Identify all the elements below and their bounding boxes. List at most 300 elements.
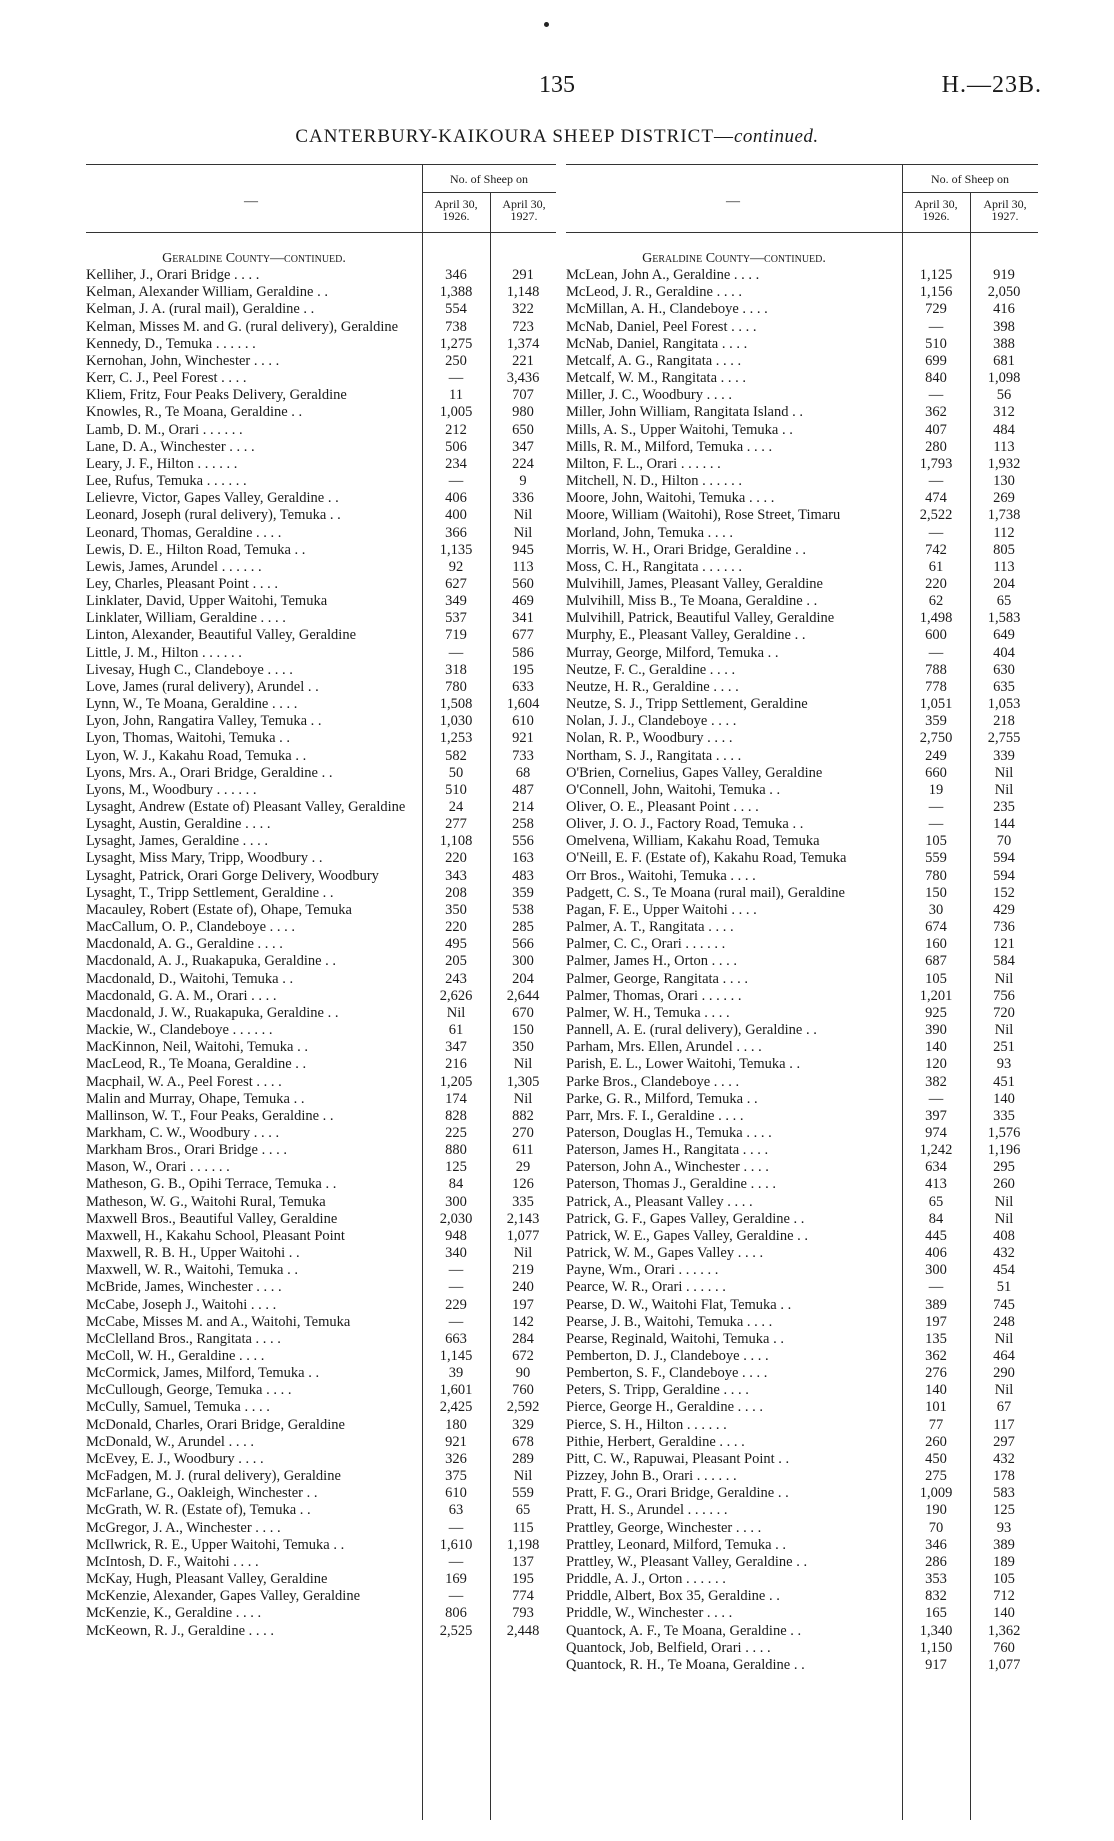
sheep-1927: 285 <box>512 919 534 936</box>
sheep-1926: 554 <box>445 301 467 318</box>
table-row <box>566 1382 1038 1399</box>
table-row <box>566 507 1038 524</box>
owner-name: MacCallum, O. P., Clandeboye . . . . <box>86 919 296 936</box>
table-row <box>86 1245 556 1262</box>
owner-name: Pagan, F. E., Upper Waitohi . . . . <box>566 901 757 918</box>
sheep-1927: 2,592 <box>506 1399 540 1416</box>
owner-name: Mills, A. S., Upper Waitohi, Temuka . . <box>566 421 793 438</box>
sheep-1926: 286 <box>925 1553 947 1570</box>
sheep-1927: Nil <box>513 1468 533 1485</box>
sheep-1926: 390 <box>925 1022 947 1039</box>
sheep-1927: 736 <box>993 919 1015 936</box>
sheep-1927: 707 <box>512 387 534 404</box>
sheep-1926: 917 <box>925 1656 947 1673</box>
sheep-1927: 130 <box>993 473 1015 490</box>
sheep-1926: 506 <box>445 438 467 455</box>
table-row <box>566 1176 1038 1193</box>
sheep-1927: 432 <box>993 1245 1015 1262</box>
table-row <box>566 833 1038 850</box>
right-table <box>566 250 1038 1674</box>
col-b-header: April 30, 1927. <box>502 197 546 223</box>
sheep-1927: 586 <box>512 644 534 661</box>
owner-name: Palmer, C. C., Orari . . . . . . <box>566 936 726 953</box>
table-row <box>566 1297 1038 1314</box>
owner-name: Prattley, W., Pleasant Valley, Geraldine . . <box>566 1553 808 1570</box>
sheep-1926: 353 <box>925 1571 947 1588</box>
owner-name: Leonard, Joseph (rural delivery), Temuka . . <box>86 507 341 524</box>
table-row <box>566 1417 1038 1434</box>
page-subtitle <box>0 126 1114 148</box>
sheep-1926: 220 <box>925 575 947 592</box>
owner-name: McMillan, A. H., Clandeboye . . . . <box>566 301 768 318</box>
owner-name: Lamb, D. M., Orari . . . . . . <box>86 421 243 438</box>
sheep-1926: 510 <box>925 335 947 352</box>
owner-name: Patrick, A., Pleasant Valley . . . . <box>566 1193 753 1210</box>
owner-name: Pithie, Herbert, Geraldine . . . . <box>566 1433 745 1450</box>
sheep-1926: 450 <box>925 1450 947 1467</box>
owner-name: Macdonald, G. A. M., Orari . . . . <box>86 987 277 1004</box>
owner-name: Metcalf, A. G., Rangitata . . . . <box>566 352 742 369</box>
sheep-1927: 189 <box>993 1553 1015 1570</box>
owner-name: Morland, John, Temuka . . . . <box>566 524 734 541</box>
sheep-1927: 454 <box>993 1262 1015 1279</box>
table-row <box>86 593 556 610</box>
owner-name: Pannell, A. E. (rural delivery), Geraldine . . <box>566 1022 817 1039</box>
owner-name: McFarlane, G., Oakleigh, Winchester . . <box>86 1485 318 1502</box>
sheep-1926: — <box>448 644 464 661</box>
sheep-1927: Nil <box>994 1330 1014 1347</box>
sheep-1927: 269 <box>993 490 1015 507</box>
sheep-1927: 556 <box>512 833 534 850</box>
empty-cell <box>422 250 490 267</box>
table-row <box>566 542 1038 559</box>
sheep-1926: 120 <box>925 1056 947 1073</box>
sheep-1927: 284 <box>512 1330 534 1347</box>
owner-name: Mason, W., Orari . . . . . . <box>86 1159 230 1176</box>
owner-name: Linton, Alexander, Beautiful Valley, Geraldine <box>86 627 357 644</box>
sheep-1927: 1,932 <box>987 455 1021 472</box>
sheep-1926: — <box>448 1262 464 1279</box>
group-header: No. of Sheep on <box>931 172 1009 186</box>
sheep-1927: 140 <box>993 1605 1015 1622</box>
table-row <box>566 1211 1038 1228</box>
sheep-1927: 248 <box>993 1313 1015 1330</box>
sheep-1927: 56 <box>996 387 1012 404</box>
owner-name: Macauley, Robert (Estate of), Ohape, Temuka <box>86 901 352 918</box>
sheep-1927: 195 <box>512 1571 534 1588</box>
sheep-1927: Nil <box>994 781 1014 798</box>
owner-name: McDonald, Charles, Orari Bridge, Geraldine <box>86 1416 345 1433</box>
table-row <box>86 1451 556 1468</box>
sheep-1926: 105 <box>925 833 947 850</box>
owner-name: Murray, George, Milford, Temuka . . <box>566 644 779 661</box>
owner-name: Pizzey, John B., Orari . . . . . . <box>566 1468 737 1485</box>
group-rule <box>422 192 556 193</box>
owner-name: Milton, F. L., Orari . . . . . . <box>566 455 721 472</box>
sheep-1927: 980 <box>512 404 534 421</box>
sheep-1927: 2,755 <box>987 730 1021 747</box>
owner-name: Kelman, Alexander William, Geraldine . . <box>86 284 328 301</box>
sheep-1926: 948 <box>445 1227 467 1244</box>
table-row <box>566 1091 1038 1108</box>
sheep-1927: 195 <box>512 661 534 678</box>
sheep-1926: 50 <box>448 764 464 781</box>
sheep-1926: — <box>928 1279 944 1296</box>
owner-name: Maxwell Bros., Beautiful Valley, Geraldine <box>86 1210 338 1227</box>
table-row <box>86 730 556 747</box>
sheep-1926: 806 <box>445 1605 467 1622</box>
owner-name: McCabe, Joseph J., Waitohi . . . . <box>86 1296 277 1313</box>
sheep-1926: 610 <box>445 1485 467 1502</box>
table-row <box>86 301 556 318</box>
sheep-1927: 115 <box>512 1519 534 1536</box>
table-row <box>566 336 1038 353</box>
sheep-1926: 687 <box>925 953 947 970</box>
sheep-1926: 400 <box>445 507 467 524</box>
table-row <box>86 1468 556 1485</box>
table-row <box>86 1520 556 1537</box>
sheep-1926: 359 <box>925 713 947 730</box>
sheep-1927: 733 <box>512 747 534 764</box>
owner-name: Pemberton, D. J., Clandeboye . . . . <box>566 1348 769 1364</box>
table-row <box>566 1142 1038 1159</box>
owner-name: Lewis, James, Arundel . . . . . . <box>86 558 262 575</box>
owner-name: Palmer, Thomas, Orari . . . . . . <box>566 987 742 1004</box>
table-row <box>86 1571 556 1588</box>
sheep-1926: 537 <box>445 610 467 627</box>
sheep-1927: 469 <box>512 593 534 610</box>
sheep-1926: 2,626 <box>439 987 473 1004</box>
sheep-1926: 627 <box>445 575 467 592</box>
sheep-1926: — <box>448 1279 464 1296</box>
sheep-1927: 290 <box>993 1365 1015 1382</box>
sheep-1926: 375 <box>445 1468 467 1485</box>
table-row <box>86 765 556 782</box>
table-row <box>86 679 556 696</box>
owner-name: Quantock, A. F., Te Moana, Geraldine . . <box>566 1622 802 1639</box>
sheep-1927: 566 <box>512 936 534 953</box>
owner-name: Lysaght, James, Geraldine . . . . <box>86 833 269 850</box>
owner-name: Paterson, Douglas H., Temuka . . . . <box>566 1124 772 1141</box>
table-row <box>86 1022 556 1039</box>
sheep-1926: 1,275 <box>439 335 473 352</box>
table-row <box>86 1382 556 1399</box>
sheep-1927: 291 <box>512 267 534 284</box>
sheep-1927: 388 <box>993 335 1015 352</box>
sheep-1926: 61 <box>928 558 944 575</box>
owner-name: McCullough, George, Temuka . . . . <box>86 1382 292 1399</box>
sheep-1927: 235 <box>993 799 1015 815</box>
table-row <box>566 730 1038 747</box>
sheep-1927: 389 <box>993 1536 1015 1553</box>
table-row <box>86 799 556 816</box>
sheep-1927: 93 <box>996 1056 1012 1073</box>
table-row <box>566 559 1038 576</box>
owner-name: Oliver, J. O. J., Factory Road, Temuka . . <box>566 816 804 833</box>
sheep-1927: 584 <box>993 953 1015 970</box>
sheep-1926: — <box>928 816 944 833</box>
table-row <box>566 284 1038 301</box>
owner-name: Lyons, M., Woodbury . . . . . . <box>86 781 257 798</box>
owner-name: Mulvihill, James, Pleasant Valley, Geraldine <box>566 575 823 592</box>
owner-name: Paterson, Thomas J., Geraldine . . . . <box>566 1176 776 1193</box>
sheep-1927: 336 <box>512 490 534 507</box>
owner-name: Lysaght, Patrick, Orari Gorge Delivery, Woodbury <box>86 867 379 884</box>
sheep-1927: 137 <box>512 1553 534 1570</box>
sheep-1927: 144 <box>993 816 1015 833</box>
owner-name: Love, James (rural delivery), Arundel . . <box>86 678 319 695</box>
sheep-1926: 160 <box>925 936 947 953</box>
sheep-1927: 560 <box>512 575 534 592</box>
sheep-1926: 174 <box>445 1090 467 1107</box>
owner-name: Pearce, W. R., Orari . . . . . . <box>566 1279 726 1296</box>
sheep-1927: 142 <box>512 1313 534 1330</box>
owner-name: Oliver, O. E., Pleasant Point . . . . <box>566 799 759 815</box>
table-row <box>86 953 556 970</box>
table-row <box>566 422 1038 439</box>
sheep-1926: 2,522 <box>919 507 953 524</box>
owner-name: Macdonald, J. W., Ruakapuka, Geraldine . . <box>86 1004 339 1021</box>
table-row <box>86 404 556 421</box>
owner-name: Omelvena, William, Kakahu Road, Temuka <box>566 833 820 850</box>
owner-name: Parke, G. R., Milford, Temuka . . <box>566 1090 758 1107</box>
sheep-1927: 219 <box>512 1262 534 1279</box>
owner-name: Mallinson, W. T., Four Peaks, Geraldine . . <box>86 1107 334 1124</box>
sheep-1927: Nil <box>994 970 1014 987</box>
table-row <box>86 1091 556 1108</box>
col-b-header: April 30, 1927. <box>983 197 1027 223</box>
owner-name: Lewis, D. E., Hilton Road, Temuka . . <box>86 541 306 558</box>
owner-name: Patrick, G. F., Gapes Valley, Geraldine . . <box>566 1210 805 1227</box>
sheep-1926: 729 <box>925 301 947 318</box>
table-row <box>86 1262 556 1279</box>
table-row <box>566 662 1038 679</box>
table-row <box>566 1108 1038 1125</box>
owner-name: Pemberton, S. F., Clandeboye . . . . <box>566 1365 768 1382</box>
table-row <box>86 782 556 799</box>
sheep-1926: 190 <box>925 1502 947 1519</box>
sheep-1927: 260 <box>993 1176 1015 1193</box>
document-reference: H.—23B. <box>941 72 1042 98</box>
owner-name: McIntosh, D. F., Waitohi . . . . <box>86 1553 259 1570</box>
sheep-1927: 9 <box>519 473 527 490</box>
sheep-1926: 1,340 <box>919 1622 953 1639</box>
owner-name: McNab, Daniel, Peel Forest . . . . <box>566 318 757 335</box>
sheep-1927: 583 <box>993 1485 1015 1502</box>
owner-name: Leonard, Thomas, Geraldine . . . . <box>86 524 282 541</box>
sheep-1926: 719 <box>445 627 467 644</box>
owner-name: McNab, Daniel, Rangitata . . . . <box>566 335 748 352</box>
owner-name: Kerr, C. J., Peel Forest . . . . <box>86 370 247 387</box>
table-row <box>566 1588 1038 1605</box>
sheep-1926: — <box>928 1090 944 1107</box>
table-row <box>86 1194 556 1211</box>
sheep-1926: 1,205 <box>439 1073 473 1090</box>
printer-mark <box>544 22 549 27</box>
owner-name: Parke Bros., Clandeboye . . . . <box>566 1073 740 1090</box>
table-row <box>86 988 556 1005</box>
table-row <box>566 353 1038 370</box>
sheep-1926: 699 <box>925 352 947 369</box>
sheep-1926: 832 <box>925 1588 947 1605</box>
table-row <box>86 1485 556 1502</box>
sheep-1927: 140 <box>993 1090 1015 1107</box>
empty-cell <box>490 250 556 267</box>
table-row <box>86 1502 556 1519</box>
table-row <box>566 953 1038 970</box>
table-row <box>566 748 1038 765</box>
owner-name: McIlwrick, R. E., Upper Waitohi, Temuka . . <box>86 1536 345 1553</box>
group-rule <box>902 192 1038 193</box>
owner-name: Padgett, C. S., Te Moana (rural mail), Geraldine <box>566 884 845 901</box>
sheep-1927: 882 <box>512 1107 534 1124</box>
sheep-1926: 382 <box>925 1073 947 1090</box>
table-row <box>86 542 556 559</box>
owner-name: Macdonald, A. G., Geraldine . . . . <box>86 936 283 953</box>
sheep-1926: 559 <box>925 850 947 867</box>
sheep-1926: 389 <box>925 1296 947 1313</box>
owner-name: Livesay, Hugh C., Clandeboye . . . . <box>86 661 293 678</box>
table-row <box>86 1434 556 1451</box>
owner-name: Priddle, A. J., Orton . . . . . . <box>566 1571 726 1588</box>
owner-name: Markham, C. W., Woodbury . . . . <box>86 1124 280 1141</box>
table-row <box>86 1537 556 1554</box>
sheep-1926: 349 <box>445 593 467 610</box>
sheep-1926: 495 <box>445 936 467 953</box>
sheep-1926: 135 <box>925 1330 947 1347</box>
sheep-1926: — <box>448 370 464 387</box>
table-row <box>566 490 1038 507</box>
table-row <box>86 353 556 370</box>
sheep-1927: 240 <box>512 1279 534 1296</box>
table-row <box>566 919 1038 936</box>
sheep-1926: 600 <box>925 627 947 644</box>
sheep-1926: 84 <box>928 1210 944 1227</box>
sheep-1926: 1,508 <box>439 696 473 713</box>
owner-name: Miller, John William, Rangitata Island . . <box>566 404 803 421</box>
owner-name: Markham Bros., Orari Bridge . . . . <box>86 1142 287 1159</box>
sheep-1927: 1,148 <box>506 284 540 301</box>
sheep-1926: 2,030 <box>439 1210 473 1227</box>
sheep-1926: 208 <box>445 884 467 901</box>
owner-name: Malin and Murray, Ohape, Temuka . . <box>86 1090 305 1107</box>
sheep-1927: 347 <box>512 438 534 455</box>
sheep-1926: 1,610 <box>439 1536 473 1553</box>
table-row <box>86 319 556 336</box>
sheep-1927: 464 <box>993 1348 1015 1364</box>
owner-name: Lyons, Mrs. A., Orari Bridge, Geraldine . . <box>86 764 333 781</box>
table-row <box>566 1468 1038 1485</box>
sheep-1926: 2,525 <box>439 1622 473 1639</box>
sheep-1927: Nil <box>513 1090 533 1107</box>
empty-cell <box>902 250 970 267</box>
table-row <box>566 456 1038 473</box>
sheep-1927: 359 <box>512 884 534 901</box>
sheep-1927: 350 <box>512 1039 534 1056</box>
table-row <box>86 816 556 833</box>
owner-name: McCabe, Misses M. and A., Waitohi, Temuka <box>86 1313 351 1330</box>
sheep-1926: 229 <box>445 1296 467 1313</box>
table-row <box>86 627 556 644</box>
owner-name: Lyon, John, Rangatira Valley, Temuka . . <box>86 713 322 730</box>
left-table <box>86 250 556 1640</box>
sheep-1927: 2,448 <box>506 1622 540 1639</box>
sheep-1926: 220 <box>445 850 467 867</box>
table-row <box>566 696 1038 713</box>
sheep-1926: 347 <box>445 1039 467 1056</box>
sheep-1926: 350 <box>445 901 467 918</box>
table-row <box>86 1297 556 1314</box>
sheep-1927: 70 <box>996 833 1012 850</box>
owner-name: Miller, J. C., Woodbury . . . . <box>566 387 732 404</box>
sheep-1926: — <box>448 1313 464 1330</box>
owner-name: McEvey, E. J., Woodbury . . . . <box>86 1450 264 1467</box>
table-row <box>86 370 556 387</box>
sheep-1927: 113 <box>993 558 1015 575</box>
subtitle-continued: continued. <box>733 126 819 147</box>
owner-name: Pearse, Reginald, Waitohi, Temuka . . <box>566 1330 784 1347</box>
sheep-1927: 559 <box>512 1485 534 1502</box>
sheep-1926: 62 <box>928 593 944 610</box>
owner-name: Mills, R. M., Milford, Temuka . . . . <box>566 438 773 455</box>
sheep-1927: 1,077 <box>506 1227 540 1244</box>
owner-name: Peters, S. Tripp, Geraldine . . . . <box>566 1382 749 1399</box>
sheep-1927: 335 <box>993 1107 1015 1124</box>
sheep-1927: 745 <box>993 1296 1015 1313</box>
owner-name: Lynn, W., Te Moana, Geraldine . . . . <box>86 696 298 713</box>
sheep-1927: 251 <box>993 1039 1015 1056</box>
owner-name: Neutze, H. R., Geraldine . . . . <box>566 678 739 695</box>
sheep-1926: 84 <box>448 1176 464 1193</box>
sheep-1927: 670 <box>512 1004 534 1021</box>
owner-name: Metcalf, W. M., Rangitata . . . . <box>566 370 747 387</box>
sheep-1926: 1,030 <box>439 713 473 730</box>
owner-name: Patrick, W. E., Gapes Valley, Geraldine . . <box>566 1227 809 1244</box>
owner-name: Kelman, J. A. (rural mail), Geraldine . . <box>86 301 315 318</box>
owner-name: Paterson, John A., Winchester . . . . <box>566 1159 769 1176</box>
header-bottom-rule <box>566 232 1038 233</box>
sheep-1926: 205 <box>445 953 467 970</box>
owner-name: MacKinnon, Neil, Waitohi, Temuka . . <box>86 1039 308 1056</box>
table-row <box>86 1279 556 1296</box>
sheep-1927: 90 <box>515 1365 531 1382</box>
sheep-1926: 780 <box>925 867 947 884</box>
section-heading-row <box>566 250 1038 267</box>
sheep-1927: 649 <box>993 627 1015 644</box>
owner-name: Mitchell, N. D., Hilton . . . . . . <box>566 473 743 490</box>
sheep-1927: Nil <box>513 507 533 524</box>
table-row <box>566 1657 1038 1674</box>
table-row <box>566 868 1038 885</box>
table-row <box>566 301 1038 318</box>
owner-name: O'Connell, John, Waitohi, Temuka . . <box>566 781 781 798</box>
table-row <box>86 885 556 902</box>
sheep-1926: 582 <box>445 747 467 764</box>
owner-name: Linklater, David, Upper Waitohi, Temuka <box>86 593 328 610</box>
owner-name: Morris, W. H., Orari Bridge, Geraldine . . <box>566 541 807 558</box>
table-row <box>86 525 556 542</box>
owner-name: McBride, James, Winchester . . . . <box>86 1279 282 1296</box>
sheep-1926: 2,425 <box>439 1399 473 1416</box>
sheep-1926: 660 <box>925 764 947 781</box>
table-row <box>86 1125 556 1142</box>
sheep-1926: 70 <box>928 1519 944 1536</box>
sheep-1927: 793 <box>512 1605 534 1622</box>
table-row <box>86 1348 556 1365</box>
sheep-1926: 397 <box>925 1107 947 1124</box>
owner-name: Lelievre, Victor, Gapes Valley, Geraldine . . <box>86 490 339 507</box>
sheep-1926: 19 <box>928 781 944 798</box>
